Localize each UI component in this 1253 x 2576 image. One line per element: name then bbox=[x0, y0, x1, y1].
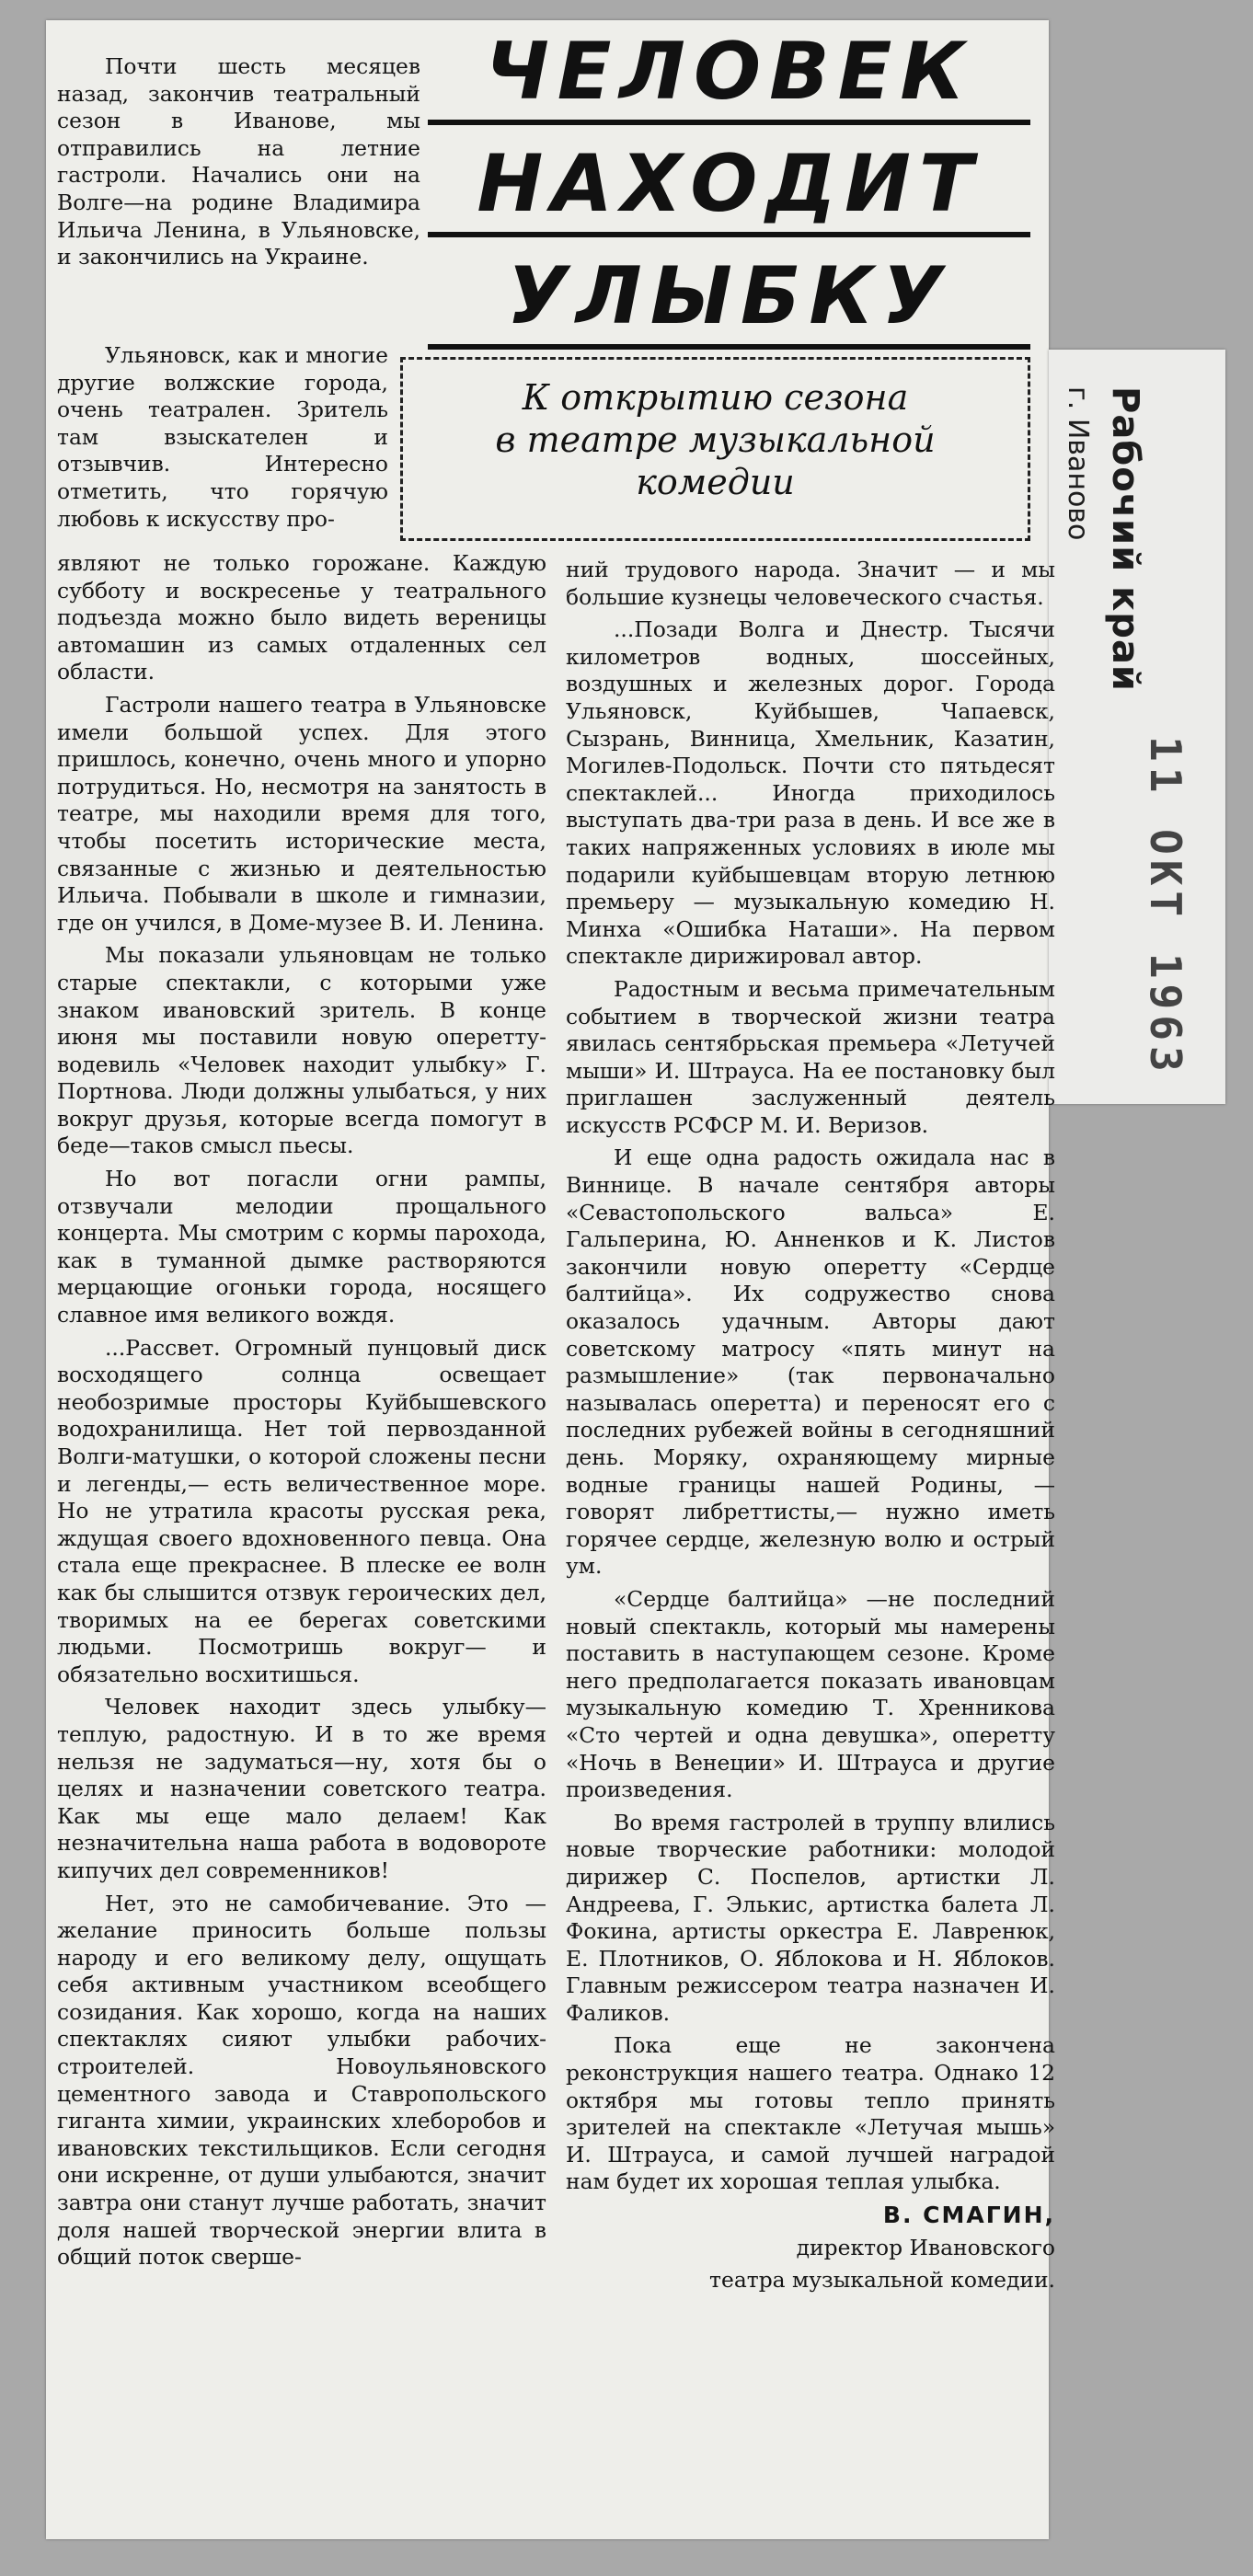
paragraph: являют не только горожане. Каждую субботу и воскресенье у театрального подъезда можно было видеть вереницы автомашин из самых отдаленных сел области. bbox=[57, 550, 546, 685]
archive-stamp bbox=[1049, 350, 1225, 1104]
subtitle-line: в театре музыкальной bbox=[495, 420, 936, 460]
column-1-middle bbox=[57, 342, 388, 538]
article-headline bbox=[428, 28, 1030, 364]
paragraph: Радостным и весьма примечательным событием в творческой жизни театра явилась сентябрьская премьера «Летучей мыши» И. Штрауса. На ее постановку был приглашен заслуженный деятель искусств РСФСР М. И. Веризов. bbox=[566, 975, 1055, 1138]
article-subtitle bbox=[400, 357, 1030, 541]
paragraph: Гастроли нашего театра в Ульяновске имели большой успех. Для этого пришлось, конечно, очень много и упорно потрудиться. Но, несмотря на занятость в театре, мы находили время для того, чтобы посетить исторические места, связанные с жизнью и деятельностью Ильича. Побывали в школе и гимназии, где он учился, в Доме-музее В. И. Ленина. bbox=[57, 691, 546, 936]
headline-line: УЛЫБКУ bbox=[428, 252, 1030, 350]
paragraph: Почти шесть месяцев назад, закончив театральный сезон в Иванове, мы отправились на летние гастроли. Начались они на Волге—на родине Владимира Ильича Ленина, в Ульяновске, и закончились на Украине. bbox=[57, 53, 420, 270]
paragraph: Человек находит здесь улыбку— теплую, радостную. И в то же время нельзя не задуматься—ну, хотя бы о целях и назначении советского театра. Как мы еще мало делаем! Как незначительна наша работа в водовороте кипучих дел современников! bbox=[57, 1694, 546, 1883]
subtitle-line: К открытию сезона bbox=[522, 377, 909, 418]
column-1-top bbox=[57, 53, 420, 277]
author-signature: В. СМАГИН, bbox=[882, 2202, 1055, 2229]
paragraph: ...Позади Волга и Днестр. Тысячи километров водных, шоссейных, воздушных и железных дорог. Города Ульяновск, Куйбышев, Чапаевск, Сызрань, Винница, Хмельник, Казатин, Могилев-Подольск. Почти сто пятьдесят спектаклей... Иногда приходилось выступать два-три раза в день. И все же в таких напряженных условиях в июле мы подарили куйбышевцам вторую летнюю премьеру — музыкальную комедию Н. Минха «Ошибка Наташи». На первом спектакле дирижировал автор. bbox=[566, 616, 1055, 970]
headline-line: НАХОДИТ bbox=[428, 140, 1030, 237]
author-role: директор Ивановского bbox=[796, 2234, 1055, 2260]
headline-line: ЧЕЛОВЕК bbox=[428, 28, 1030, 125]
column-2 bbox=[566, 557, 1055, 2300]
subtitle-line: комедии bbox=[636, 462, 795, 502]
paragraph: Пока еще не закончена реконструкция нашего театра. Однако 12 октября мы готовы тепло принять зрителей на спектакле «Летучая мышь» И. Штрауса, и самой лучшей наградой нам будет их хорошая теплая улыбка. bbox=[566, 2032, 1055, 2195]
paragraph: «Сердце балтийца» —не последний новый спектакль, который мы намерены поставить в наступающем сезоне. Кроме него предполагается показать ивановцам музыкальную комедию Т. Хренникова «Сто чертей и одна девушка», оперетту «Ночь в Венеции» И. Штрауса и другие произведения. bbox=[566, 1585, 1055, 1803]
paragraph: Мы показали ульяновцам не только старые спектакли, с которыми уже знаком ивановский зритель. В конце июня мы поставили новую оперетту-водевиль «Человек находит улыбку» Г. Портнова. Люди должны улыбаться, у них вокруг друзья, которые всегда помогут в беде—таков смысл пьесы. bbox=[57, 942, 546, 1159]
paragraph: И еще одна радость ожидала нас в Виннице. В начале сентября авторы «Севастопольского вальса» Е. Гальперина, Ю. Анненков и К. Листов закончили новую оперетту «Сердце балтийца». Их содружество снова оказалось удачным. Авторы дают советскому матросу «пять минут на размышление» (так первоначально называлась оперетта) и переносят его с последних рубежей войны в сегодняшний день. Моряку, охраняющему мирные водные границы нашей Родины, — говорят либреттисты,— нужно иметь горячее сердце, железную волю и острый ум. bbox=[566, 1144, 1055, 1580]
author-role: театра музыкальной комедии. bbox=[709, 2267, 1055, 2294]
column-1-main bbox=[57, 550, 546, 2277]
paragraph: Ульяновск, как и многие другие волжские города, очень театрален. Зритель там взыскателен и отзывчив. Интересно отметить, что горячую любовь к искусству про- bbox=[57, 342, 388, 532]
stamp-date: 11 ОКТ 1963 bbox=[1141, 736, 1190, 1077]
stamp-newspaper-name: Рабочий край bbox=[1104, 386, 1146, 692]
paragraph: Нет, это не самобичевание. Это — желание приносить больше пользы народу и его великому делу, ощущать себя активным участником всеобщего созидания. Как хорошо, когда на наших спектаклях сияют улыбки рабочих-строителей. Новоульяновского цементного завода и Ставропольского гиганта химии, украинских хлеборобов и ивановских текстильщиков. Если сегодня они искренне, от души улыбаются, значит завтра они станут лучше работать, значит доля нашей творческой энергии влита в общий поток сверше- bbox=[57, 1890, 546, 2271]
paragraph: Но вот погасли огни рампы, отзвучали мелодии прощального концерта. Мы смотрим с кормы парохода, как в туманной дымке растворяются мерцающие огоньки города, носящего славное имя великого вождя. bbox=[57, 1166, 546, 1328]
paragraph: ний трудового народа. Значит — и мы большие кузнецы человеческого счастья. bbox=[566, 557, 1055, 610]
paragraph: Во время гастролей в труппу влились новые творческие работники: молодой дирижер С. Поспелов, артистки Л. Андреева, Г. Элькис, артистка балета Л. Фокина, артисты оркестра Е. Лавренюк, Е. Плотников, О. Яблокова и Н. Яблоков. Главным режиссером театра назначен И. Фаликов. bbox=[566, 1809, 1055, 2026]
stamp-city: г. Иваново bbox=[1062, 386, 1094, 541]
paragraph: ...Рассвет. Огромный пунцовый диск восходящего солнца освещает необозримые просторы Куйбышевского водохранилища. Нет той первозданной Волги-матушки, о которой сложены песни и легенды,— есть величественное море. Но не утратила красоты русская река, ждущая своего вдохновенного певца. Она стала еще прекраснее. В плеске ее волн как бы слышится отзвук героических дел, творимых на ее берегах советскими людьми. Посмотришь вокруг— и обязательно восхитишься. bbox=[57, 1334, 546, 1687]
